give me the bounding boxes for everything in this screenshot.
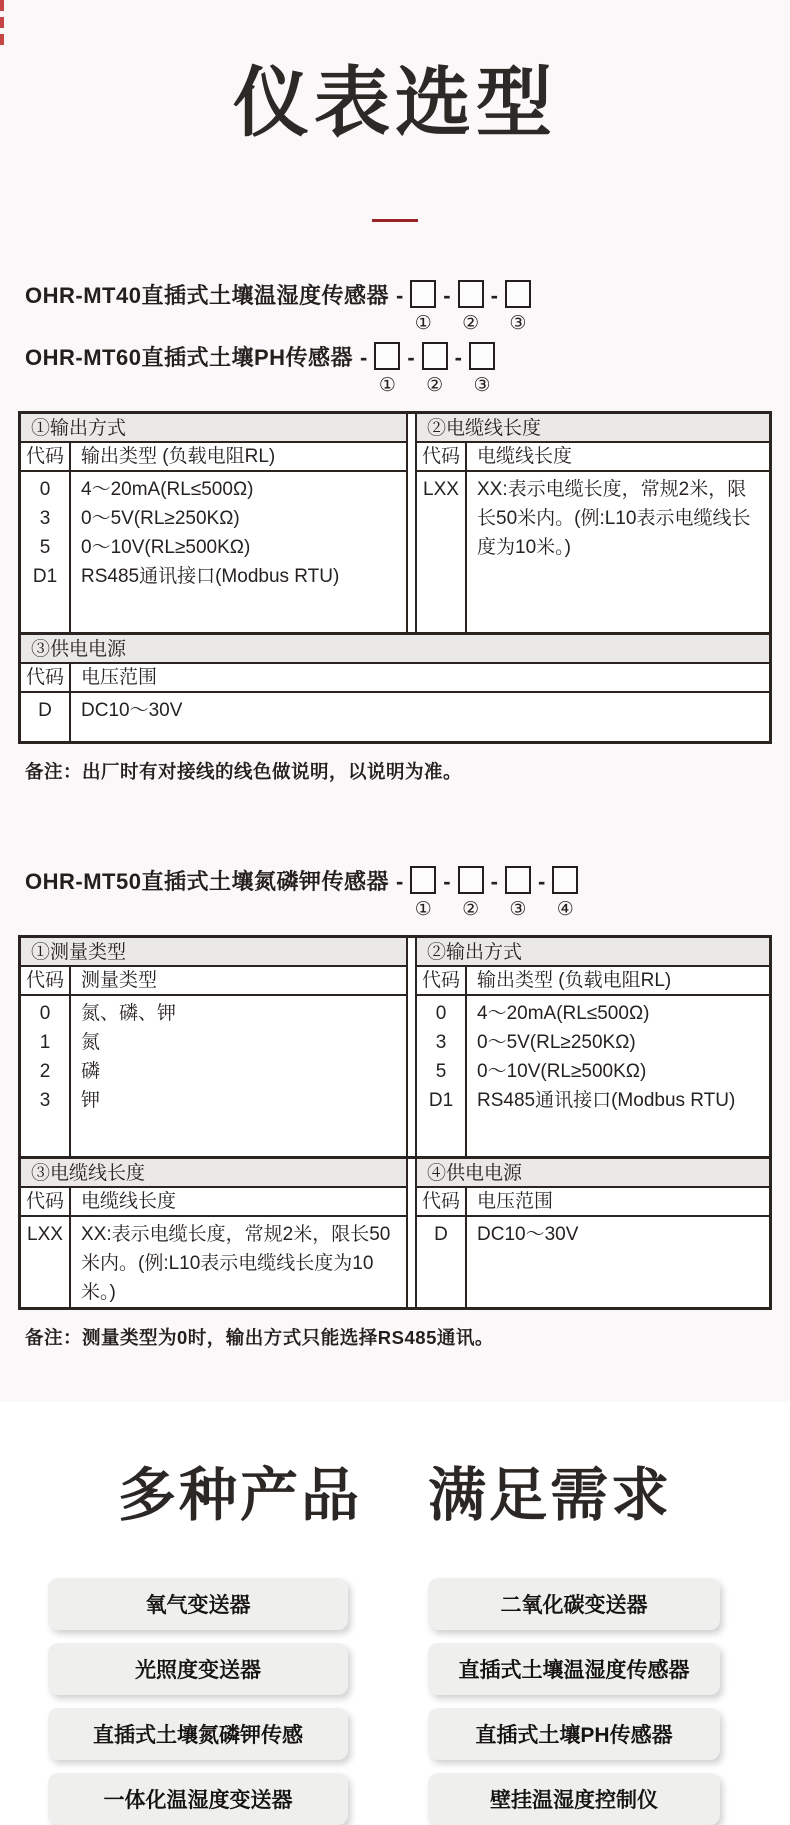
code-header: 代码 [417, 1188, 467, 1215]
code-cell: 0 [39, 479, 51, 500]
left-edge-artifact [0, 0, 4, 51]
model-code-line-mt50-wrap [25, 866, 790, 921]
code-box [410, 280, 436, 308]
slot-circle: ① [378, 375, 396, 396]
model-code-lines [25, 280, 790, 397]
code-box [374, 342, 400, 370]
code-box [458, 280, 484, 308]
products-heading-left: 多种产品 [117, 1463, 362, 1528]
desc-cell: 0～5V(RL≥250KΩ) [81, 508, 240, 529]
dash: - [443, 869, 451, 894]
output-mode-section-2 [415, 938, 769, 1156]
code-cell: LXX [27, 1224, 63, 1245]
code-header: 代码 [21, 664, 71, 691]
page-title: 仪表选型 [233, 61, 557, 146]
product-button-co2[interactable]: 二氧化碳变送器 [428, 1578, 720, 1630]
selection-table-mt40-mt60 [18, 411, 772, 744]
measure-type-section [21, 938, 408, 1156]
section-title: ①测量类型 [21, 938, 406, 967]
slot-circle: ④ [556, 899, 574, 920]
dash: - [537, 869, 546, 894]
product-button-illuminance[interactable]: 光照度变送器 [48, 1643, 348, 1695]
products-section [0, 1402, 790, 1825]
code-box [469, 342, 495, 370]
product-button-soil-temp-humidity[interactable]: 直插式土壤温湿度传感器 [428, 1643, 720, 1695]
desc-cell: 0～10V(RL≥500KΩ) [477, 1061, 647, 1082]
desc-header: 输出类型 (负载电阻RL) [477, 970, 672, 991]
product-button-soil-npk[interactable]: 直插式土壤氮磷钾传感 [48, 1708, 348, 1760]
slot-circle: ① [414, 313, 432, 334]
code-cell: 5 [39, 537, 51, 558]
code-cell: 1 [39, 1032, 51, 1053]
code-cell: 0 [435, 1003, 447, 1024]
red-divider [372, 219, 418, 222]
desc-cell: XX:表示电缆长度，常规2米，限长50米内。(例:L10表示电缆线长度为10米。) [477, 479, 751, 558]
desc-cell: 氮、磷、钾 [81, 1003, 177, 1024]
note-2: 备注：测量类型为0时，输出方式只能选择RS485通讯。 [25, 1327, 494, 1348]
model-label: OHR-MT50直插式土壤氮磷钾传感器 [25, 869, 389, 894]
desc-cell: 0～10V(RL≥500KΩ) [81, 537, 251, 558]
desc-cell: 钾 [81, 1090, 101, 1111]
cable-length-section-2 [21, 1159, 408, 1307]
code-header: 代码 [21, 967, 71, 994]
desc-cell: DC10～30V [477, 1224, 579, 1245]
code-cell: D1 [32, 566, 58, 587]
code-header: 代码 [21, 443, 71, 470]
desc-cell: 磷 [81, 1061, 101, 1082]
dash: - [407, 345, 415, 370]
dash: - [454, 345, 462, 370]
output-mode-section [21, 414, 408, 632]
code-cell: 0 [39, 1003, 51, 1024]
code-cell: D [434, 1224, 448, 1245]
product-button-soil-ph[interactable]: 直插式土壤PH传感器 [428, 1708, 720, 1760]
model-line-mt50 [25, 866, 790, 921]
code-header: 代码 [417, 967, 467, 994]
code-box [410, 866, 436, 894]
desc-cell: XX:表示电缆长度，常规2米，限长50米内。(例:L10表示电缆线长度为10米。) [81, 1224, 391, 1303]
code-cell: D1 [428, 1090, 454, 1111]
product-button-wall-mounted-controller[interactable]: 壁挂温湿度控制仪 [428, 1773, 720, 1825]
slot-circle: ③ [509, 313, 527, 334]
slot-circle: ② [426, 375, 444, 396]
desc-header: 电缆线长度 [477, 446, 573, 467]
power-supply-section [21, 632, 769, 741]
desc-cell: RS485通讯接口(Modbus RTU) [477, 1090, 736, 1111]
products-heading [0, 1448, 790, 1532]
code-box [505, 866, 531, 894]
code-cell: D [38, 700, 52, 721]
selection-table-mt50 [18, 935, 772, 1310]
dash: - [360, 345, 368, 370]
model-label: OHR-MT40直插式土壤温湿度传感器 [25, 283, 389, 308]
power-supply-section-2 [415, 1159, 769, 1307]
slot-circle: ③ [473, 375, 491, 396]
desc-header: 电缆线长度 [81, 1191, 177, 1212]
code-cell: 3 [435, 1032, 447, 1053]
note-1: 备注：出厂时有对接线的线色做说明，以说明为准。 [25, 761, 463, 782]
code-header: 代码 [417, 443, 467, 470]
section-title: ④供电电源 [417, 1159, 769, 1188]
desc-cell: 4～20mA(RL≤500Ω) [477, 1003, 650, 1024]
product-button-integrated-temp-humidity[interactable]: 一体化温湿度变送器 [48, 1773, 348, 1825]
products-heading-right: 满足需求 [428, 1463, 673, 1528]
desc-header: 电压范围 [477, 1191, 554, 1212]
model-line-mt40 [25, 280, 790, 335]
dash: - [395, 283, 404, 308]
desc-cell: DC10～30V [81, 700, 183, 721]
dash: - [443, 283, 451, 308]
desc-header: 测量类型 [81, 970, 158, 991]
slot-circle: ② [462, 899, 480, 920]
desc-cell: 氮 [81, 1032, 101, 1053]
section-title: ③供电电源 [21, 635, 769, 664]
code-box [505, 280, 531, 308]
section-title: ①输出方式 [21, 414, 406, 443]
product-button-oxygen[interactable]: 氧气变送器 [48, 1578, 348, 1630]
code-cell: 3 [39, 1090, 51, 1111]
dash: - [490, 869, 498, 894]
code-box [422, 342, 448, 370]
cable-length-section [415, 414, 769, 632]
desc-cell: RS485通讯接口(Modbus RTU) [81, 566, 340, 587]
slot-circle: ③ [509, 899, 527, 920]
code-cell: 5 [435, 1061, 447, 1082]
slot-circle: ② [462, 313, 480, 334]
code-box [458, 866, 484, 894]
dash: - [490, 283, 498, 308]
model-label: OHR-MT60直插式土壤PH传感器 [25, 345, 354, 370]
slot-circle: ① [414, 899, 432, 920]
section-title: ②电缆线长度 [417, 414, 769, 443]
code-cell: 2 [39, 1061, 51, 1082]
code-box [552, 866, 578, 894]
section-title: ③电缆线长度 [21, 1159, 406, 1188]
code-cell: 3 [39, 508, 51, 529]
product-button-grid [48, 1578, 790, 1825]
code-cell: LXX [423, 479, 459, 500]
section-title: ②输出方式 [417, 938, 769, 967]
desc-cell: 0～5V(RL≥250KΩ) [477, 1032, 636, 1053]
code-header: 代码 [21, 1188, 71, 1215]
desc-cell: 4～20mA(RL≤500Ω) [81, 479, 254, 500]
desc-header: 电压范围 [81, 667, 158, 688]
dash: - [395, 869, 404, 894]
desc-header: 输出类型 (负载电阻RL) [81, 446, 276, 467]
model-line-mt60 [25, 342, 790, 397]
